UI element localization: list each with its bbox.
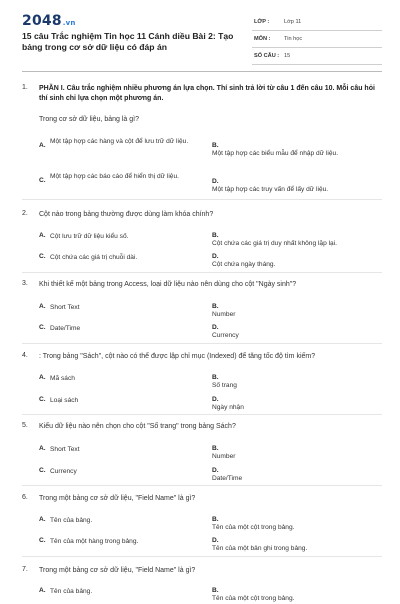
option-c[interactable]: C. Date/Time bbox=[39, 324, 81, 332]
question-3 bbox=[22, 280, 382, 340]
option-d[interactable]: D.Một tập hợp các truy vấn để lấy dữ liệu. bbox=[212, 178, 329, 193]
question-5 bbox=[22, 422, 382, 482]
option-c[interactable]: C. Cột chứa các giá trị chuỗi dài. bbox=[39, 253, 138, 261]
meta-row-grade bbox=[252, 16, 382, 31]
question-number: 5. bbox=[22, 422, 28, 429]
option-a[interactable]: A. Short Text bbox=[39, 445, 80, 453]
option-c[interactable]: C. Currency bbox=[39, 467, 77, 475]
option-a[interactable]: A.Một tập hợp các hàng và cột để lưu trữ dữ liệu. bbox=[39, 138, 189, 149]
question-7 bbox=[22, 566, 382, 602]
question-number: 6. bbox=[22, 494, 28, 501]
option-c[interactable]: C. Tên của một hàng trong bảng. bbox=[39, 537, 139, 545]
option-a[interactable]: A. Short Text bbox=[39, 303, 80, 311]
question-divider bbox=[22, 414, 382, 415]
site-logo[interactable]: 2048.vn bbox=[22, 13, 76, 29]
question-divider bbox=[22, 556, 382, 557]
option-b[interactable]: B.Một tập hợp các biểu mẫu để nhập dữ liệu. bbox=[212, 142, 339, 157]
question-6 bbox=[22, 494, 382, 554]
document-header bbox=[0, 0, 400, 70]
option-b[interactable]: B.Tên của một cột trong bảng. bbox=[212, 587, 295, 602]
option-d[interactable]: D.Tên của một bản ghi trong bảng. bbox=[212, 537, 308, 552]
question-divider bbox=[22, 199, 382, 200]
option-d[interactable]: D.Ngày nhận bbox=[212, 396, 244, 411]
option-b[interactable]: B.Number bbox=[212, 445, 236, 460]
meta-value: 15 bbox=[284, 53, 291, 59]
question-number: 2. bbox=[22, 210, 28, 217]
question-text: Trong một bảng cơ sở dữ liệu, "Field Name" là gì? bbox=[39, 567, 196, 574]
question-text: Khi thiết kế một bảng trong Access, loại dữ liệu nào nên dùng cho cột "Ngày sinh"? bbox=[39, 281, 297, 288]
meta-row-subject bbox=[252, 33, 382, 48]
header-divider bbox=[22, 71, 382, 72]
meta-value: Lớp 11 bbox=[284, 19, 302, 25]
document-title: 15 câu Trắc nghiệm Tin học 11 Cánh diều Bài 2: Tạo bảng trong cơ sở dữ liệu có đáp án bbox=[22, 31, 234, 52]
option-d[interactable]: D.Date/Time bbox=[212, 467, 243, 482]
meta-key: SỐ CÂU : bbox=[254, 53, 280, 59]
option-a[interactable]: A. Tên của bảng. bbox=[39, 587, 93, 595]
question-number: 4. bbox=[22, 352, 28, 359]
option-a[interactable]: A. Cột lưu trữ dữ liệu kiểu số. bbox=[39, 232, 129, 240]
question-text: : Trong bảng "Sách", cột nào có thể được lập chỉ mục (Indexed) để tăng tốc độ tìm kiếm? bbox=[39, 353, 316, 360]
meta-table bbox=[252, 16, 382, 67]
option-d[interactable]: D.Cột chứa ngày tháng. bbox=[212, 253, 276, 268]
question-text: Trong một bảng cơ sở dữ liệu, "Field Name" là gì? bbox=[39, 495, 196, 502]
question-number: 1. bbox=[22, 84, 28, 91]
option-c[interactable]: C.Một tập hợp các báo cáo để hiển thị dữ liệu. bbox=[39, 173, 179, 184]
question-number: 7. bbox=[22, 566, 28, 573]
question-4 bbox=[22, 352, 382, 412]
option-c[interactable]: C. Loại sách bbox=[39, 396, 79, 404]
question-text: Kiểu dữ liệu nào nên chọn cho cột "Số trang" trong bảng Sách? bbox=[39, 423, 236, 430]
question-text: PHẦN I. Câu trắc nghiệm nhiều phương án lựa chọn. Thí sinh trả lời từ câu 1 đến câu 10. Mỗi câu hỏi thí sinh chỉ lựa chọn một phương án. bbox=[39, 85, 375, 102]
option-b[interactable]: B.Tên của một cột trong bảng. bbox=[212, 516, 295, 531]
question-subtext: Trong cơ sở dữ liệu, bảng là gì? bbox=[39, 116, 139, 123]
meta-value: Tin học bbox=[284, 36, 303, 42]
option-b[interactable]: B.Cột chứa các giá trị duy nhất không lặp lại. bbox=[212, 232, 338, 247]
option-d[interactable]: D.Currency bbox=[212, 324, 239, 339]
question-2 bbox=[22, 210, 382, 270]
meta-key: LỚP : bbox=[254, 19, 270, 25]
question-divider bbox=[22, 485, 382, 486]
meta-key: MÔN : bbox=[254, 36, 271, 42]
option-b[interactable]: B.Number bbox=[212, 303, 236, 318]
option-b[interactable]: B.Số trang bbox=[212, 374, 237, 389]
question-number: 3. bbox=[22, 280, 28, 287]
meta-row-count bbox=[252, 50, 382, 65]
question-divider bbox=[22, 343, 382, 344]
option-a[interactable]: A. Mã sách bbox=[39, 374, 75, 382]
option-a[interactable]: A. Tên của bảng. bbox=[39, 516, 93, 524]
question-divider bbox=[22, 272, 382, 273]
question-1 bbox=[22, 84, 382, 204]
question-text: Cột nào trong bảng thường được dùng làm khóa chính? bbox=[39, 211, 214, 218]
